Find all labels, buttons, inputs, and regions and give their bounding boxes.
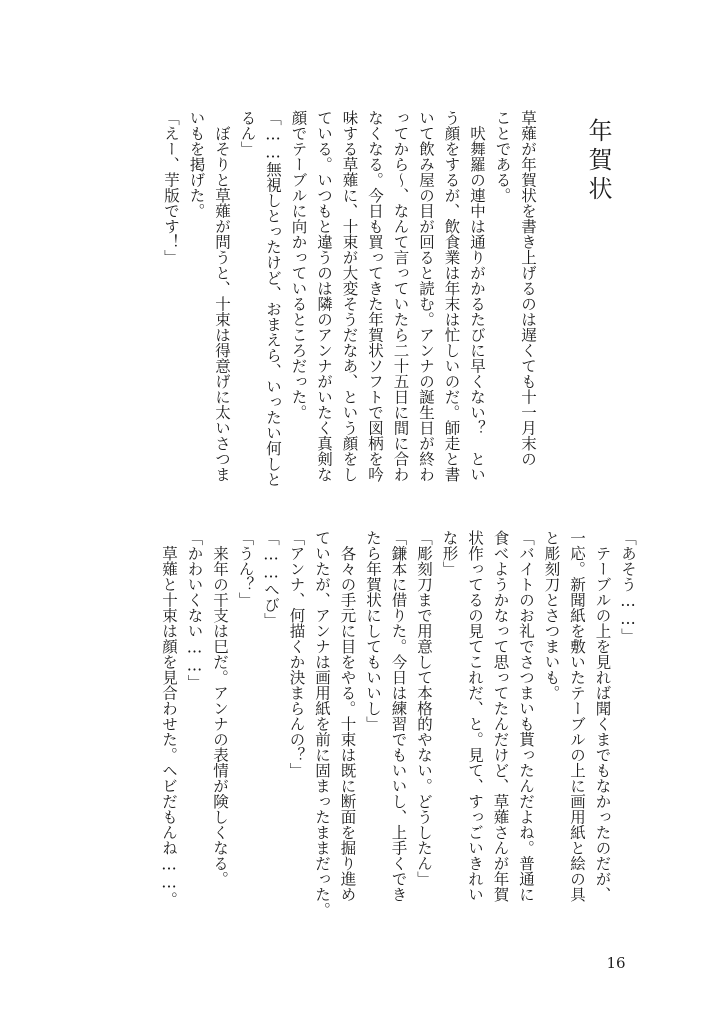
text-line: 「……へび」	[262, 530, 280, 628]
text-line: 顔でテーブルに向かっているところだった。	[289, 110, 308, 420]
text-line: ている。いつもと違うのは隣のアンナがいたく真剣な	[315, 110, 333, 482]
text-line: 吠舞羅の連中は通りがかるたびに早くない？ とい	[468, 110, 486, 482]
text-line: 「えー、芋版です！」	[162, 110, 180, 265]
text-line: ことである。	[493, 110, 512, 203]
text-line: ぼそりと草薙が問うと、十束は得意げに太いさつま	[213, 110, 231, 482]
text-line: 「バイトのお礼でさつまいも貰ったんだよね。普通に	[517, 530, 535, 902]
upper-text-block	[162, 110, 540, 500]
text-line: 「うん？」	[236, 530, 255, 608]
text-line: 食べようかなって思ってたんだけど、草薙さんが年賀	[491, 530, 510, 902]
text-line: 「鎌本に借りた。今日は練習でもいいし、上手くでき	[389, 530, 408, 902]
text-line: う顔をするが、飲食業は年末は忙しいのだ。師走と書	[442, 110, 461, 482]
text-line: 各々の手元に目をやる。十束は既に断面を掘り進め	[338, 530, 357, 902]
text-line: な形」	[440, 530, 459, 577]
text-line: たら年賀状にしてもいいし」	[364, 530, 382, 732]
text-line: るん」	[238, 110, 257, 157]
text-line: 草薙が年賀状を書き上げるのは遅くても十一月末の	[519, 110, 537, 467]
text-line: いもを掲げた。	[187, 110, 206, 219]
lower-text-block	[100, 530, 640, 940]
page-number: 16	[606, 954, 626, 972]
text-line: ていたが、アンナは画用紙を前に固まったままだった。	[313, 530, 331, 918]
text-line: なくなる。今日も買ってきた年賀状ソフトで図柄を吟	[366, 110, 384, 482]
text-line: 一応。新聞紙を敷いたテーブルの上に画用紙と絵の具	[568, 530, 586, 902]
text-line: 「彫刻刀まで用意して本格的やない。どうしたん」	[415, 530, 433, 887]
text-line: いて飲み屋の目が回ると読む。アンナの誕生日が終わ	[417, 110, 435, 482]
text-line: 「かわいくない……」	[185, 530, 204, 690]
text-line: 「あそう……」	[619, 530, 637, 644]
text-line: 状作ってるの見てこれだ、と。見て、すっごいきれい	[466, 530, 484, 902]
text-line: 来年の干支は巳だ。アンナの表情が険しくなる。	[211, 530, 229, 887]
text-line: 草薙と十束は顔を見合わせた。ヘビだもんね……。	[160, 530, 178, 907]
text-line: 味する草薙に、十束が大変そうだなあ、という顔をし	[340, 110, 359, 482]
text-line: ってから～、なんて言っていたら二十五日に間に合わ	[391, 110, 410, 482]
text-line: 「アンナ、何描くか決まらんの？」	[287, 530, 306, 778]
text-line: 「……無視しとったけど、おまえら、いったい何しと	[264, 110, 282, 487]
text-line: テーブルの上を見れば聞くまでもなかったのだが、	[593, 530, 612, 902]
text-line: と彫刻刀とさつまいも。	[542, 530, 561, 701]
chapter-title: 年賀状	[584, 118, 612, 205]
